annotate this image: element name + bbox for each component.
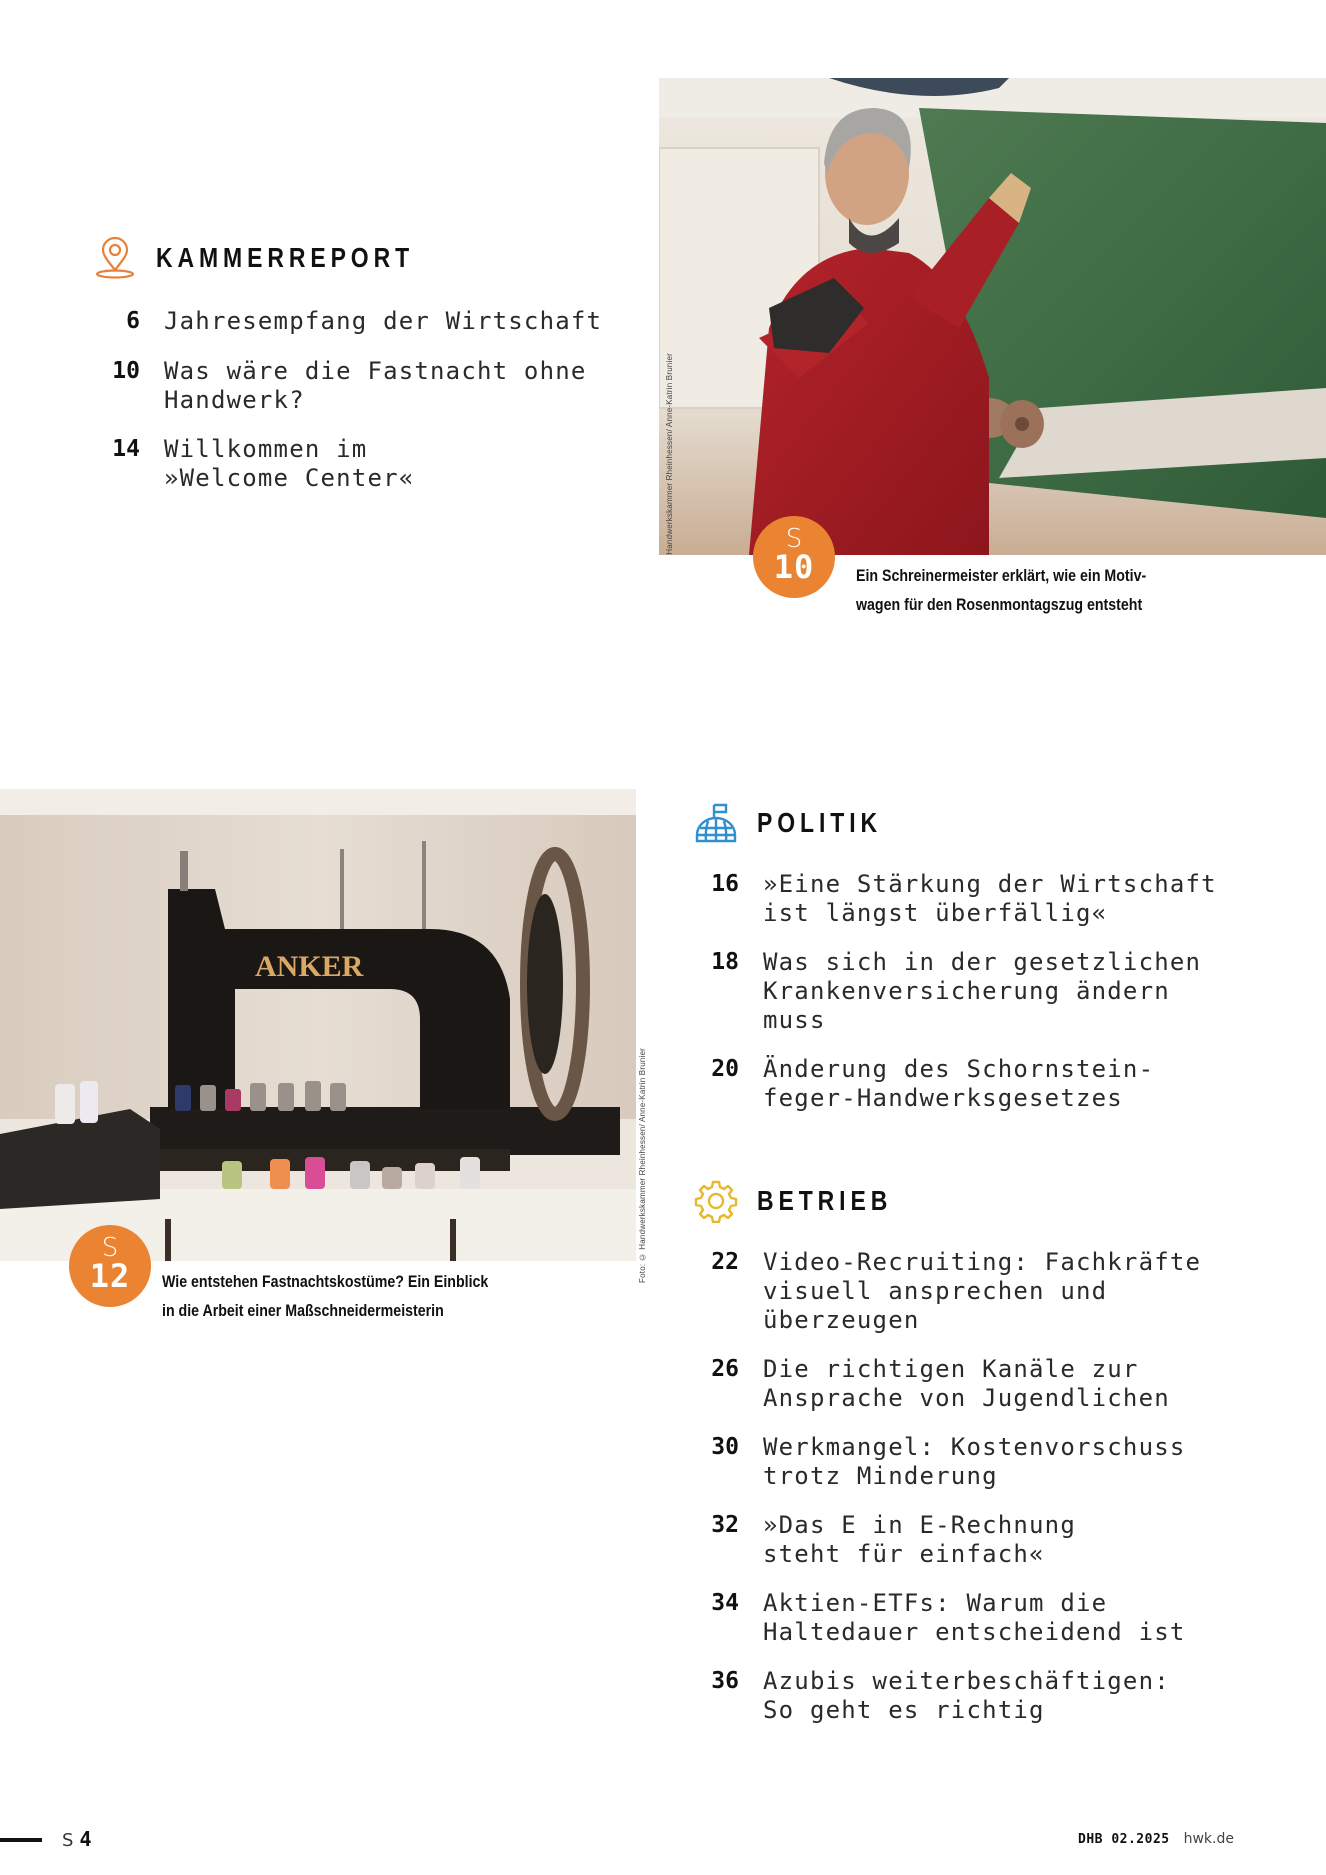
badge-prefix: S [785, 524, 803, 554]
toc-list [92, 307, 652, 493]
issue-label: DHB 02.2025 [1078, 1832, 1170, 1847]
badge-page-number: 12 [89, 1257, 131, 1295]
map-pin-icon [92, 235, 138, 281]
toc-page-number: 16 [711, 871, 739, 897]
toc-entry[interactable] [691, 1355, 1293, 1413]
toc-title: »Eine Stärkung der Wirtschaft ist längst überfällig« [763, 870, 1217, 927]
toc-page-number: 30 [711, 1434, 739, 1460]
footer-issue-info [1078, 1831, 1234, 1847]
badge-page-number: 10 [773, 548, 815, 586]
toc-page-number: 18 [711, 949, 739, 975]
toc-title: Die richtigen Kanäle zur Ansprache von Jugendlichen [763, 1355, 1170, 1412]
photo-caption: Wie entstehen Fastnachtskostüme? Ein Einblick in die Arbeit einer Maßschneidermeisterin [162, 1273, 489, 1320]
toc-entry[interactable] [691, 1433, 1293, 1491]
section-header [92, 232, 652, 284]
section-title: POLITIK [757, 807, 883, 838]
gear-icon [693, 1178, 739, 1224]
toc-entry[interactable] [691, 948, 1293, 1035]
section-title: KAMMERREPORT [156, 242, 415, 273]
footer-rule [0, 1838, 42, 1842]
feature-photo-carpenter [659, 78, 1326, 555]
toc-title: Was wäre die Fastnacht ohne Handwerk? [164, 357, 587, 414]
section-header [693, 1175, 1293, 1227]
section-title: BETRIEB [757, 1185, 893, 1216]
toc-title: Aktien-ETFs: Warum die Haltedauer entscheidend ist [763, 1589, 1186, 1646]
toc-entry[interactable] [691, 870, 1293, 928]
sewing-machine-photo-illustration [0, 789, 636, 1261]
globe-flag-icon [693, 800, 739, 846]
badge-prefix: S [101, 1233, 119, 1263]
toc-entry[interactable] [691, 1248, 1293, 1335]
toc-entry[interactable] [92, 357, 652, 415]
toc-entry[interactable] [691, 1667, 1293, 1725]
toc-page-number: 34 [711, 1590, 739, 1616]
photo-caption: Ein Schreinermeister erklärt, wie ein Motiv- wagen für den Rosenmontagszug entsteht [856, 567, 1147, 614]
footer-page-number: S 4 [62, 1827, 92, 1851]
toc-page-number: 22 [711, 1249, 739, 1275]
toc-page-number: 6 [126, 308, 140, 334]
section-politik [693, 797, 1293, 1133]
page-badge[interactable] [69, 1225, 151, 1307]
toc-page-number: 32 [711, 1512, 739, 1538]
toc-title: »Das E in E-Rechnung steht für einfach« [763, 1511, 1076, 1568]
toc-title: Was sich in der gesetzlichen Krankenversicherung ändern muss [763, 948, 1202, 1034]
toc-entry[interactable] [691, 1055, 1293, 1113]
toc-title: Jahresempfang der Wirtschaft [164, 307, 603, 335]
page-badge[interactable] [753, 516, 835, 598]
toc-entry[interactable] [92, 307, 652, 336]
section-header [693, 797, 1293, 849]
anker-logo: ANKER [255, 950, 364, 983]
toc-entry[interactable] [691, 1511, 1293, 1569]
photo-credit: Handwerkskammer Rheinhessen/ Anne-Katrin Brunier [665, 353, 674, 555]
toc-page-number: 20 [711, 1056, 739, 1082]
toc-page-number: 26 [711, 1356, 739, 1382]
toc-title: Video-Recruiting: Fachkräfte visuell ansprechen und überzeugen [763, 1248, 1202, 1334]
photo-credit: Foto: © Handwerkskammer Rheinhessen/ Anne-Katrin Brunier [638, 1048, 647, 1283]
section-betrieb [693, 1175, 1293, 1745]
toc-list [691, 870, 1293, 1113]
toc-entry[interactable] [691, 1589, 1293, 1647]
toc-page-number: 14 [112, 436, 140, 462]
toc-page-number: 36 [711, 1668, 739, 1694]
carpenter-photo-illustration [659, 78, 1326, 555]
toc-entry[interactable] [92, 435, 652, 493]
toc-list [691, 1248, 1293, 1725]
toc-title: Willkommen im »Welcome Center« [164, 435, 415, 492]
feature-photo-sewing-machine [0, 789, 636, 1261]
toc-title: Azubis weiterbeschäftigen: So geht es richtig [763, 1667, 1170, 1724]
website-link[interactable]: hwk.de [1183, 1831, 1234, 1847]
section-kammerreport [92, 232, 652, 513]
toc-page-number: 10 [112, 358, 140, 384]
toc-title: Änderung des Schornstein- feger-Handwerksgesetzes [763, 1055, 1155, 1112]
toc-title: Werkmangel: Kostenvorschuss trotz Minderung [763, 1433, 1186, 1490]
